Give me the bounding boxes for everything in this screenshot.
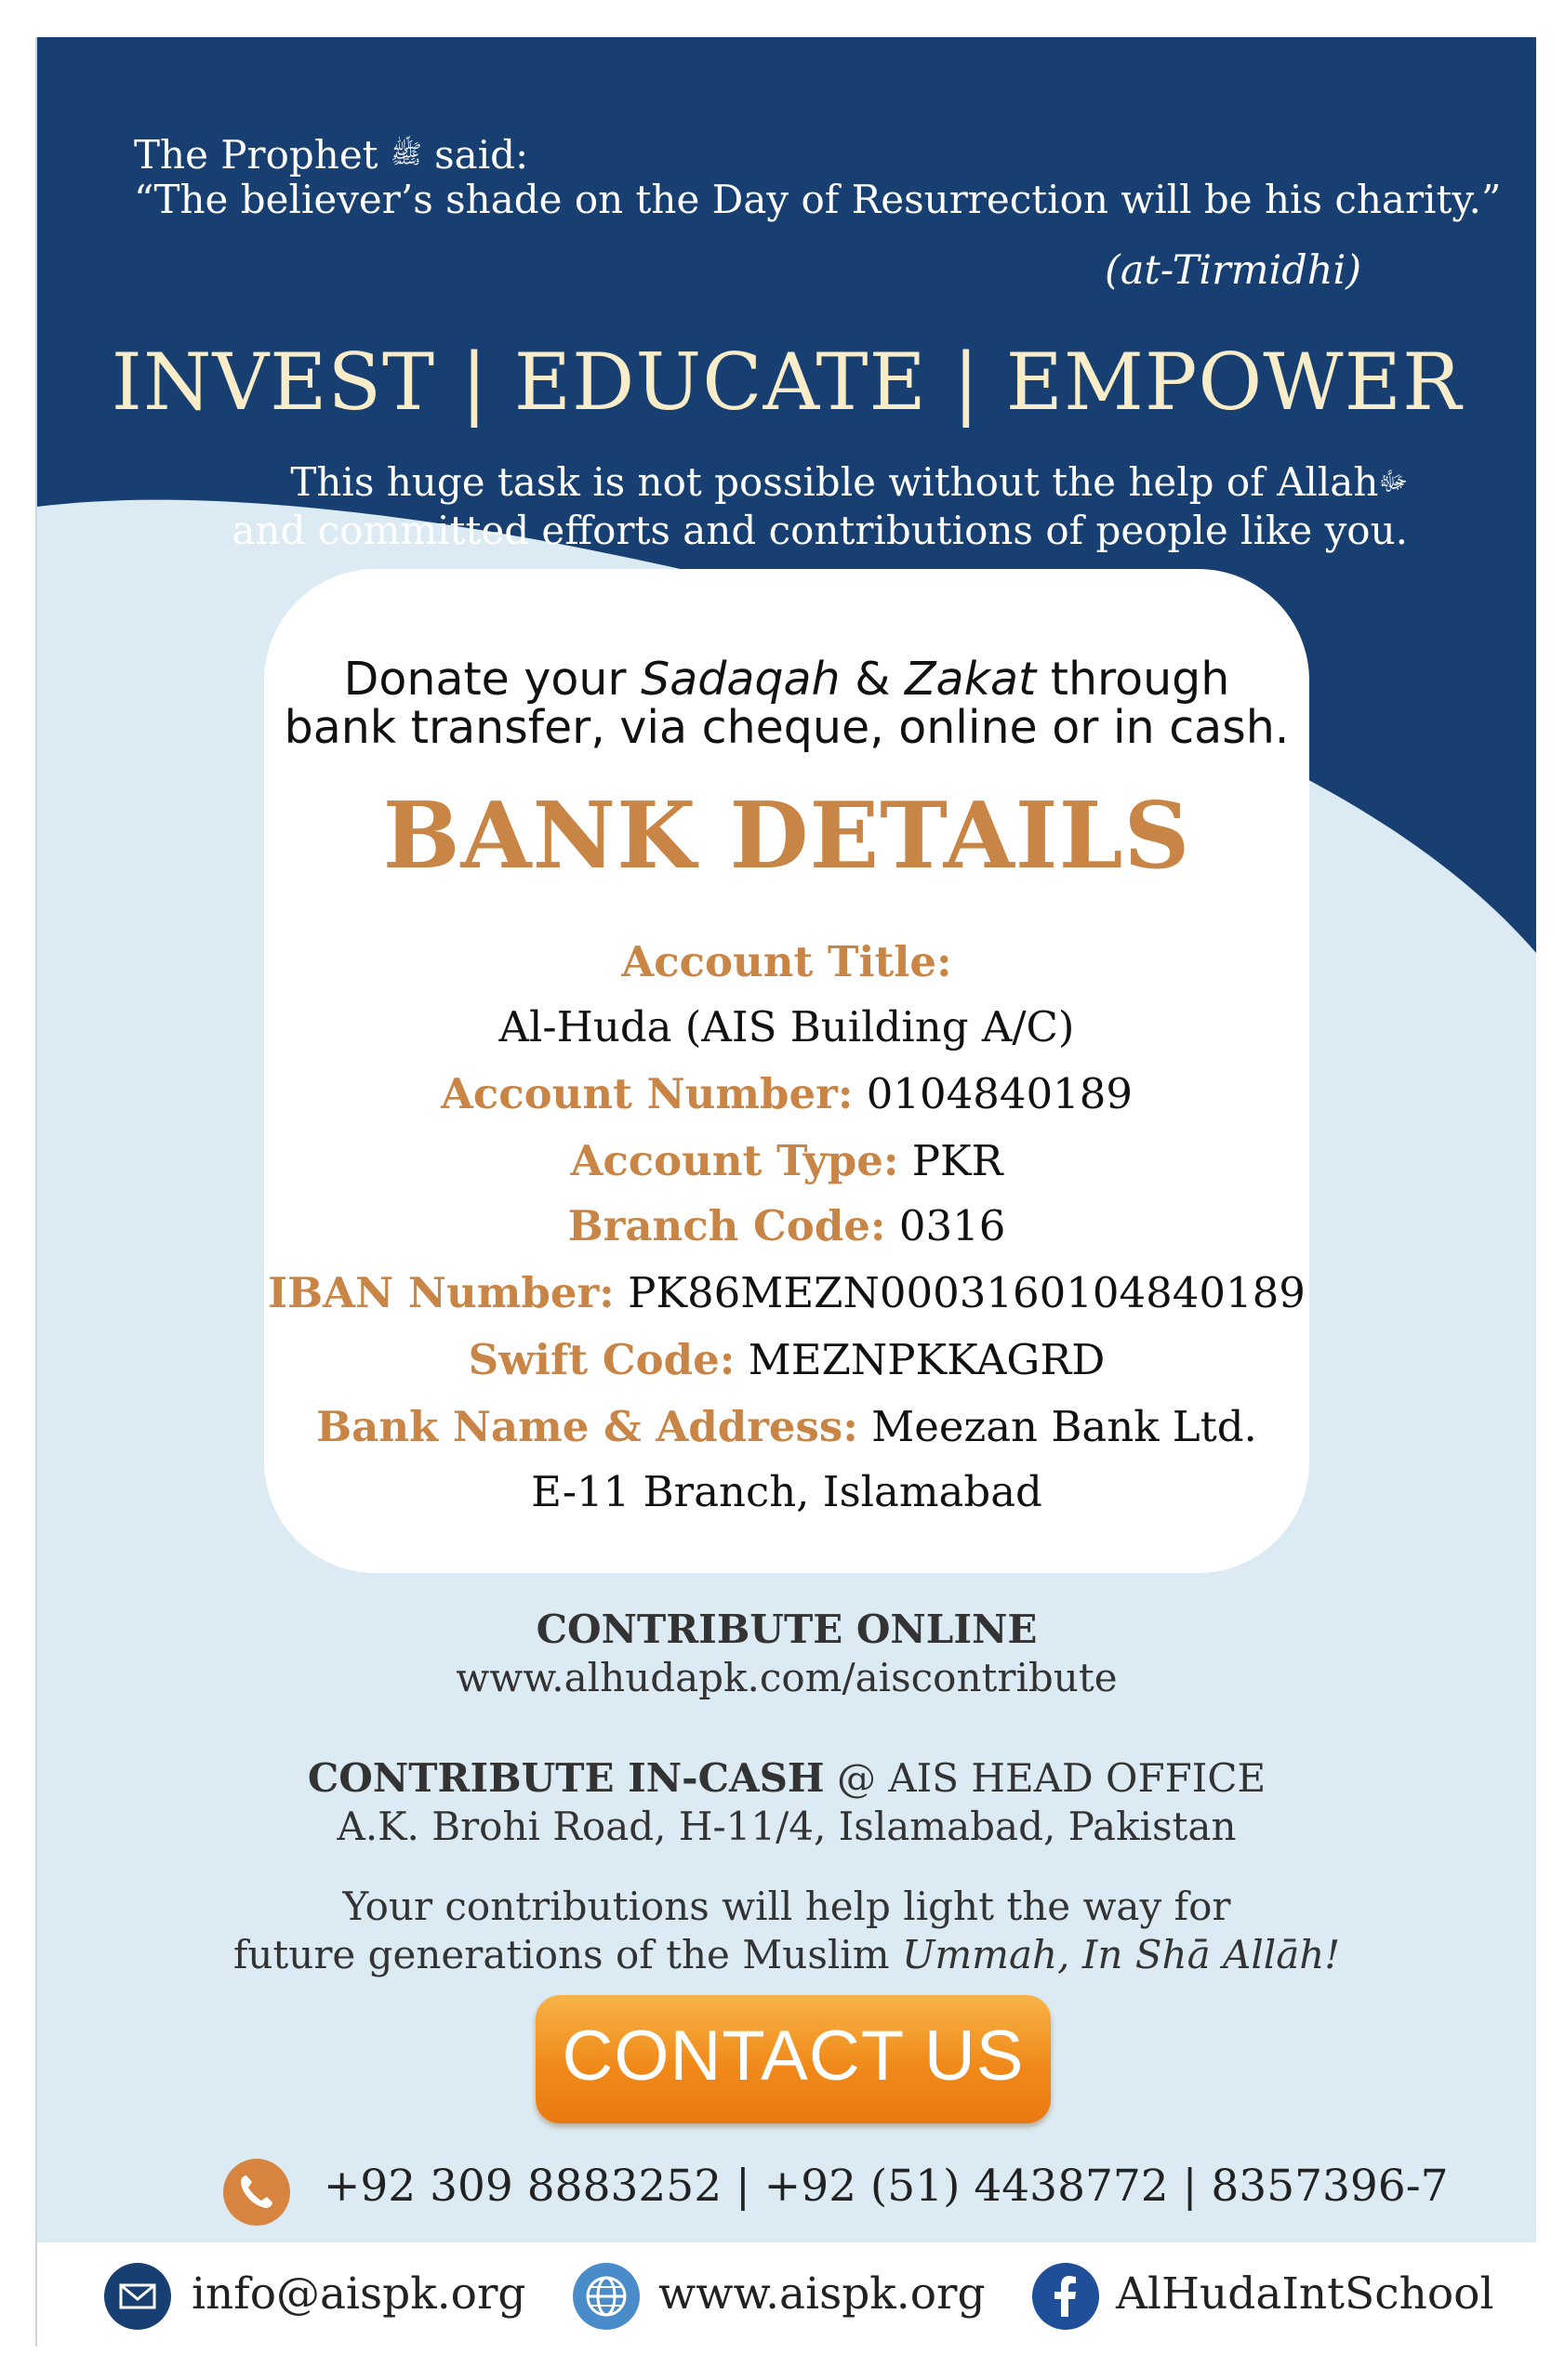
quote-intro: The Prophet ﷺ said: [134, 132, 529, 178]
prophet-honorific: ﷺ [390, 139, 422, 169]
contact-us-button[interactable] [536, 1995, 1051, 2123]
contribute-cash-line: CONTRIBUTE IN-CASH @ AIS HEAD OFFICE [307, 1755, 1267, 1801]
account-type-row: Account Type: PKR [570, 1136, 1003, 1185]
account-title-value: Al-Huda (AIS Building A/C) [498, 1002, 1075, 1051]
tagline: INVEST | EDUCATE | EMPOWER [111, 337, 1463, 428]
bank-name-row: Bank Name & Address: Meezan Bank Ltd. [316, 1402, 1257, 1451]
globe-icon [573, 2263, 640, 2330]
contact-us-label: CONTACT US [562, 2016, 1025, 2096]
bank-details-card [264, 569, 1309, 1573]
bank-details-heading: BANK DETAILS [382, 783, 1191, 890]
facebook-link[interactable]: AlHudaIntSchool [1116, 2268, 1494, 2320]
task-line-2: and committed efforts and contributions of people like you. [232, 508, 1408, 553]
phone-icon [223, 2159, 290, 2226]
office-address: A.K. Brohi Road, H-11/4, Islamabad, Pakistan [337, 1804, 1237, 1849]
branch-code-row: Branch Code: 0316 [567, 1201, 1006, 1250]
phone-numbers[interactable]: +92 309 8883252 | +92 (51) 4438772 | 8357396-7 [324, 2161, 1449, 2212]
donate-line-2: bank transfer, via cheque, online or in cash. [284, 701, 1290, 754]
quote-text: “The believer’s shade on the Day of Resurrection will be his charity.” [134, 177, 1502, 222]
closing-line-2: future generations of the Muslim Ummah, In Shā Allāh! [232, 1932, 1341, 1977]
website-link[interactable]: www.aispk.org [658, 2268, 986, 2320]
contribute-online-heading: CONTRIBUTE ONLINE [536, 1606, 1038, 1652]
bank-address: E-11 Branch, Islamabad [531, 1467, 1042, 1516]
contribute-online-url[interactable]: www.alhudapk.com/aiscontribute [456, 1655, 1118, 1700]
account-title-label: Account Title: [621, 937, 952, 986]
task-line-1: This huge task is not possible without the help of Allahﷻ [290, 459, 1408, 505]
email-link[interactable]: info@aispk.org [192, 2268, 526, 2320]
quote-source: (at-Tirmidhi) [1105, 247, 1361, 294]
donation-poster [35, 37, 1536, 2347]
envelope-icon [104, 2263, 171, 2330]
closing-line-1: Your contributions will help light the way for [342, 1884, 1231, 1929]
facebook-icon [1032, 2263, 1099, 2330]
allah-honorific: ﷻ [1378, 466, 1408, 496]
iban-row: IBAN Number: PK86MEZN0003160104840189 [268, 1268, 1306, 1317]
footer-bar [37, 2242, 1536, 2347]
account-number-row: Account Number: 0104840189 [440, 1069, 1134, 1118]
donate-line-1: Donate your Sadaqah & Zakat through [343, 653, 1230, 706]
swift-code-row: Swift Code: MEZNPKKAGRD [468, 1335, 1106, 1384]
